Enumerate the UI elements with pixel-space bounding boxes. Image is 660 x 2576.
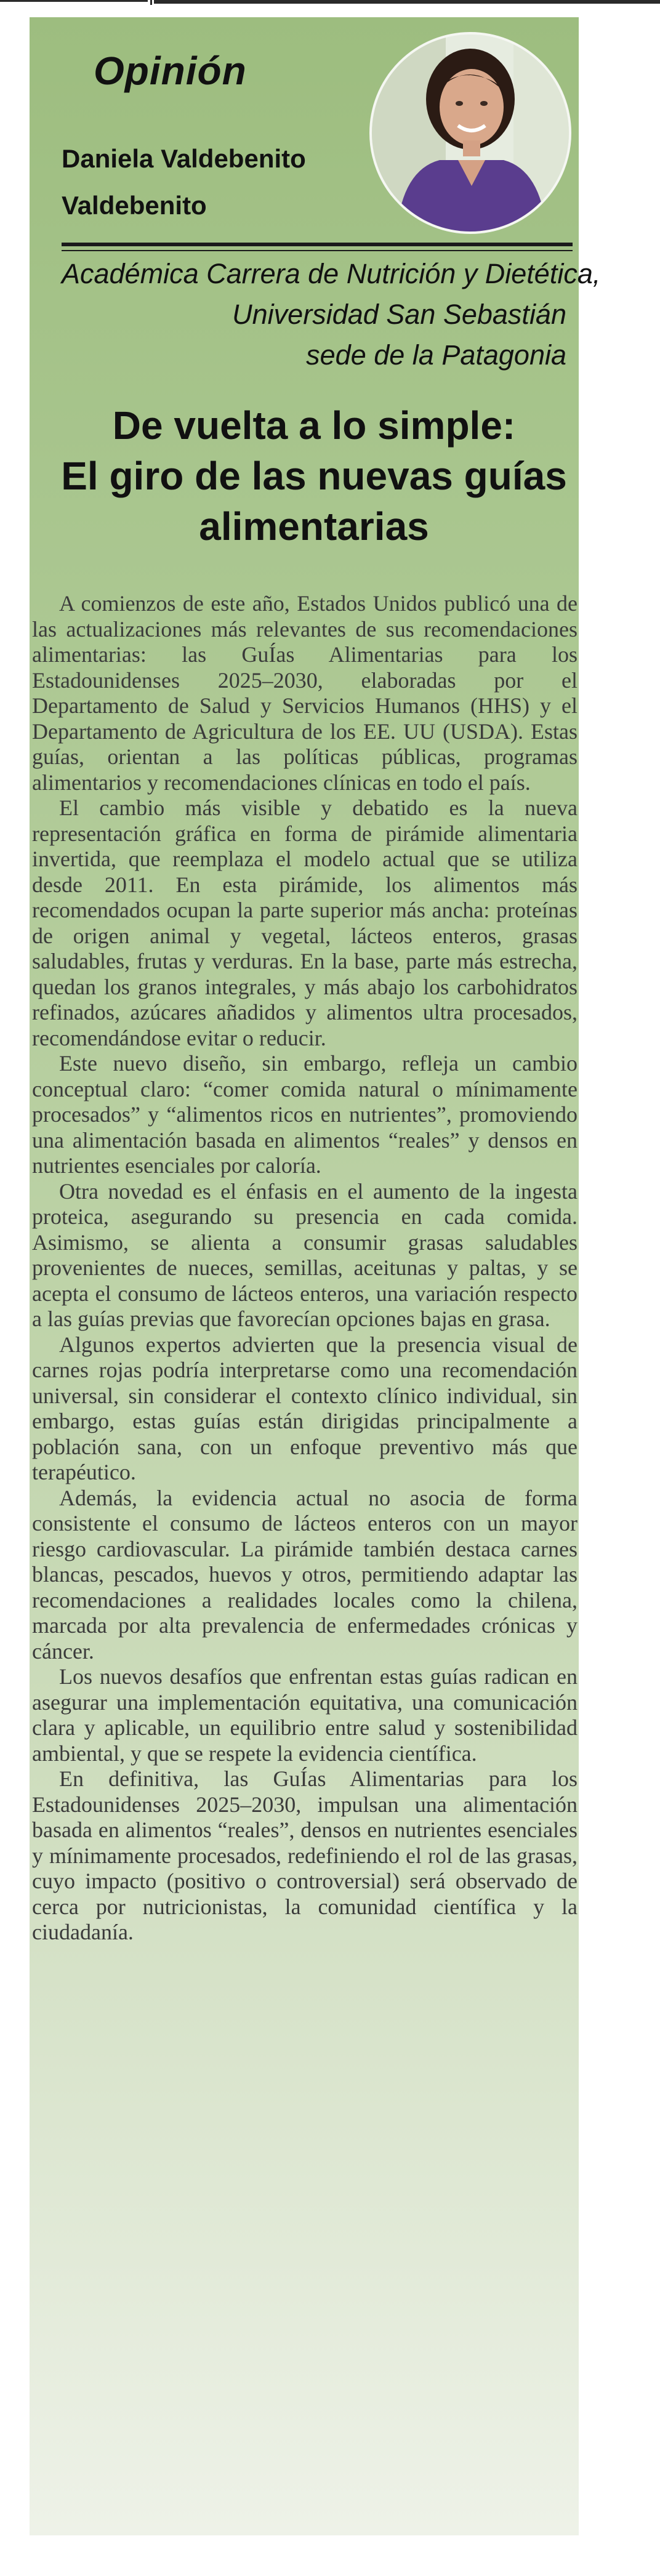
- top-border-rule-thick: [154, 0, 660, 4]
- top-border-rule: [0, 0, 148, 2]
- body-paragraph: Algunos expertos advierten que la presencia visual de carnes rojas podría interpretarse como una recomendación universal, sin considerar el contexto clínico individual, sin embargo, estas guías están dirigidas principalmente a población sana, con un enfoque preventivo más que terapéutico.: [32, 1332, 578, 1484]
- author-portrait: [369, 32, 571, 234]
- affiliation-line-2: Universidad San Sebastián: [232, 299, 566, 330]
- body-paragraph: Este nuevo diseño, sin embargo, refleja un cambio conceptual claro: “comer comida natural o mínimamente procesados” y “alimentos ricos en nutrientes”, promoviendo una alimentación basada en alimentos “reales” y densos en nutrientes esenciales por caloría.: [32, 1051, 578, 1178]
- body-paragraph: El cambio más visible y debatido es la nueva representación gráfica en forma de pirámide alimentaria invertida, que reemplaza el modelo actual que se utiliza desde 2011. En esta pirámide, los alimentos más recomendados ocupan la parte superior más ancha: proteínas de origen animal y vegetal, lácteos enteros, grasas saludables, frutas y verduras. En la base, parte más estrecha, quedan los granos integrales, y más abajo los carbohidratos refinados, azúcares añadidos y alimentos ultra procesados, recomendándose evitar o reducir.: [32, 795, 578, 1050]
- article-headline: [49, 400, 579, 552]
- body-paragraph: En definitiva, las GuÍas Alimentarias para los Estadounidenses 2025–2030, impulsan una alimentación basada en alimentos “reales”, densos en nutrientes esenciales y mínimamente procesados, redefiniendo el rol de las grasas, cuyo impacto (positivo o controversial) será observado de cerca por nutricionistas, la comunidad científica y la ciudadanía.: [32, 1766, 578, 1944]
- author-name-line-1: Daniela Valdebenito: [62, 144, 306, 173]
- body-paragraph: Los nuevos desafíos que enfrentan estas guías radican en asegurar una implementación equitativa, una comunicación clara y aplicable, un equilibrio entre salud y sostenibilidad ambiental, y que se respete la evidencia científica.: [32, 1664, 578, 1766]
- author-affiliation: [62, 254, 601, 376]
- author-name-line-2: Valdebenito: [62, 191, 207, 220]
- article-body: [32, 591, 578, 1946]
- headline-line-1: De vuelta a lo simple:: [112, 403, 516, 448]
- headline-line-2: El giro de las nuevas guías: [61, 454, 567, 498]
- affiliation-line-3: sede de la Patagonia: [306, 339, 566, 371]
- author-portrait-icon: [372, 34, 569, 231]
- section-label: Opinión: [94, 49, 247, 93]
- affiliation-line-1: Académica Carrera de Nutrición y Dietética,: [62, 258, 601, 289]
- body-paragraph: Otra novedad es el énfasis en el aumento de la ingesta proteica, asegurando su presencia en cada comida. Asimismo, se alienta a consumir grasas saludables provenientes de nueces, semillas, aceitunas y paltas, y se acepta el consumo de lácteos enteros, una variación respecto a las guías previas que favorecían opciones bajas en grasa.: [32, 1178, 578, 1331]
- top-border-tick: [150, 0, 152, 5]
- body-paragraph: A comienzos de este año, Estados Unidos publicó una de las actualizaciones más relevantes de sus recomendaciones alimentarias: las GuÍas Alimentarias para los Estadounidenses 2025–2030, elaboradas por el Departamento de Salud y Servicios Humanos (HHS) y el Departamento de Agricultura de los EE. UU (USDA). Estas guías, orientan a las políticas públicas, programas alimentarios y recomendaciones clínicas en todo el país.: [32, 591, 578, 795]
- separator-rule-thin: [62, 250, 573, 251]
- author-name: [62, 135, 345, 229]
- separator-rule-thick: [62, 243, 573, 246]
- body-paragraph: Además, la evidencia actual no asocia de forma consistente el consumo de lácteos enteros con un mayor riesgo cardiovascular. La pirámide también destaca carnes blancas, pescados, huevos y otros, permitiendo adaptar las recomendaciones a realidades locales como la chilena, marcada por alta prevalencia de enfermedades crónicas y cáncer.: [32, 1485, 578, 1664]
- headline-line-3: alimentarias: [199, 504, 429, 549]
